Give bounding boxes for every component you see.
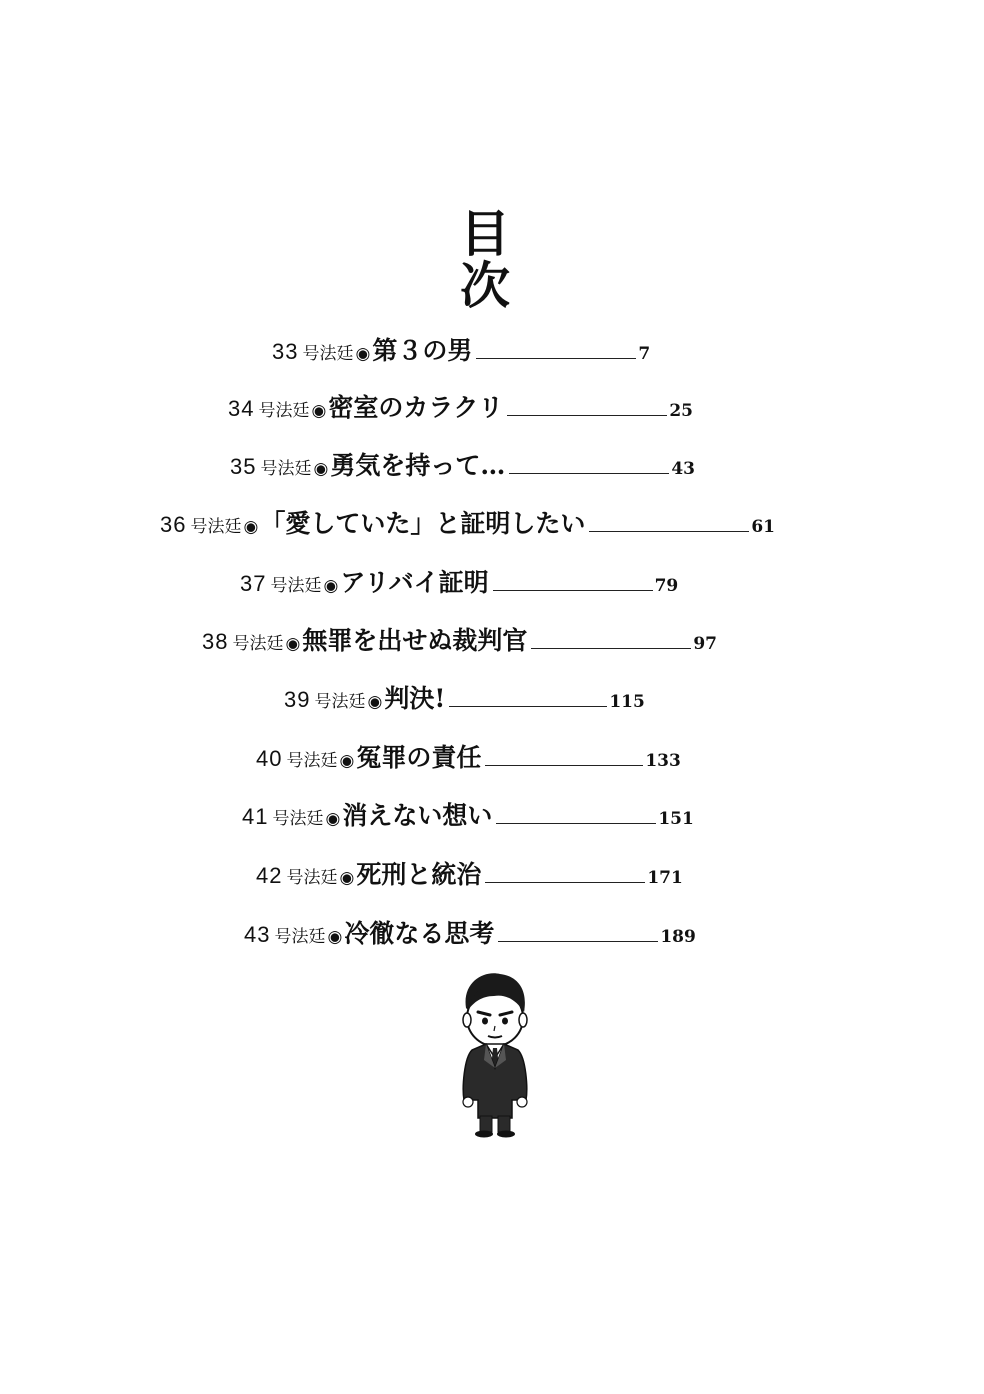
chibi-lawyer-figure-icon bbox=[448, 968, 540, 1138]
leader-line bbox=[476, 358, 636, 359]
chapter-number: 38 bbox=[202, 629, 229, 654]
leader-line bbox=[449, 706, 607, 707]
toc-entry bbox=[230, 446, 695, 482]
chapter-title: 密室のカラクリ bbox=[328, 393, 504, 422]
bullet-icon: ◉ bbox=[339, 751, 355, 771]
page-number: 189 bbox=[660, 927, 696, 947]
page-number: 79 bbox=[654, 576, 679, 596]
leader-line bbox=[509, 473, 669, 474]
bullet-icon: ◉ bbox=[311, 401, 327, 421]
court-suffix: 号法廷 bbox=[272, 809, 324, 829]
chapter-number: 34 bbox=[228, 396, 255, 421]
chapter-title: 冷徹なる思考 bbox=[344, 919, 495, 948]
toc-entry bbox=[256, 738, 681, 774]
toc-entry bbox=[202, 621, 717, 657]
page-number: 133 bbox=[645, 751, 681, 771]
chapter-title: 第３の男 bbox=[372, 336, 473, 365]
leader-line bbox=[531, 648, 691, 649]
toc-title-char: 次 bbox=[460, 257, 510, 315]
court-suffix: 号法廷 bbox=[270, 576, 322, 596]
chapter-number: 42 bbox=[256, 863, 283, 888]
toc-entry bbox=[228, 388, 693, 424]
bullet-icon: ◉ bbox=[367, 692, 383, 712]
chapter-title: 消えない想い bbox=[342, 801, 493, 830]
chapter-number: 43 bbox=[244, 922, 271, 947]
court-suffix: 号法廷 bbox=[286, 868, 338, 888]
leader-line bbox=[589, 531, 749, 532]
chapter-title: 「愛していた」と証明したい bbox=[260, 509, 586, 538]
toc-entry bbox=[272, 331, 650, 367]
chapter-number: 37 bbox=[240, 571, 267, 596]
leader-line bbox=[498, 941, 658, 942]
page-number: 43 bbox=[671, 459, 696, 479]
toc-entry bbox=[284, 679, 645, 715]
chapter-title: 死刑と統治 bbox=[356, 860, 482, 889]
chapter-number: 39 bbox=[284, 687, 311, 712]
bullet-icon: ◉ bbox=[355, 344, 371, 364]
chapter-number: 33 bbox=[272, 339, 299, 364]
court-suffix: 号法廷 bbox=[232, 634, 284, 654]
chapter-title: 冤罪の責任 bbox=[356, 743, 482, 772]
bullet-icon: ◉ bbox=[323, 576, 339, 596]
bullet-icon: ◉ bbox=[327, 927, 343, 947]
court-suffix: 号法廷 bbox=[286, 751, 338, 771]
toc-entry bbox=[160, 504, 775, 540]
chapter-title: アリバイ証明 bbox=[340, 568, 489, 597]
page-number: 61 bbox=[751, 517, 776, 537]
toc-entry bbox=[244, 914, 696, 950]
page-number: 171 bbox=[647, 868, 683, 888]
chapter-number: 40 bbox=[256, 746, 283, 771]
page-number: 151 bbox=[658, 809, 694, 829]
court-suffix: 号法廷 bbox=[190, 517, 242, 537]
court-suffix: 号法廷 bbox=[302, 344, 354, 364]
chapter-number: 41 bbox=[242, 804, 269, 829]
toc-title bbox=[440, 205, 530, 315]
bullet-icon: ◉ bbox=[339, 868, 355, 888]
leader-line bbox=[507, 415, 667, 416]
leader-line bbox=[485, 882, 645, 883]
court-suffix: 号法廷 bbox=[314, 692, 366, 712]
chapter-title: 無罪を出せぬ裁判官 bbox=[302, 626, 528, 655]
bullet-icon: ◉ bbox=[285, 634, 301, 654]
page-number: 7 bbox=[638, 344, 651, 364]
leader-line bbox=[496, 823, 656, 824]
bullet-icon: ◉ bbox=[325, 809, 341, 829]
page-number: 97 bbox=[693, 634, 718, 654]
chapter-title: 勇気を持って… bbox=[330, 451, 506, 480]
court-suffix: 号法廷 bbox=[260, 459, 312, 479]
toc-entry bbox=[242, 796, 694, 832]
leader-line bbox=[493, 590, 653, 591]
leader-line bbox=[485, 765, 643, 766]
chapter-number: 36 bbox=[160, 512, 187, 537]
page-number: 115 bbox=[609, 692, 645, 712]
bullet-icon: ◉ bbox=[313, 459, 329, 479]
chapter-title: 判決! bbox=[384, 684, 446, 713]
court-suffix: 号法廷 bbox=[274, 927, 326, 947]
bullet-icon: ◉ bbox=[243, 517, 259, 537]
toc-entry bbox=[256, 855, 683, 891]
page-number: 25 bbox=[669, 401, 694, 421]
toc-title-char: 目 bbox=[460, 205, 510, 263]
toc-entry bbox=[240, 563, 678, 599]
chapter-number: 35 bbox=[230, 454, 257, 479]
court-suffix: 号法廷 bbox=[258, 401, 310, 421]
